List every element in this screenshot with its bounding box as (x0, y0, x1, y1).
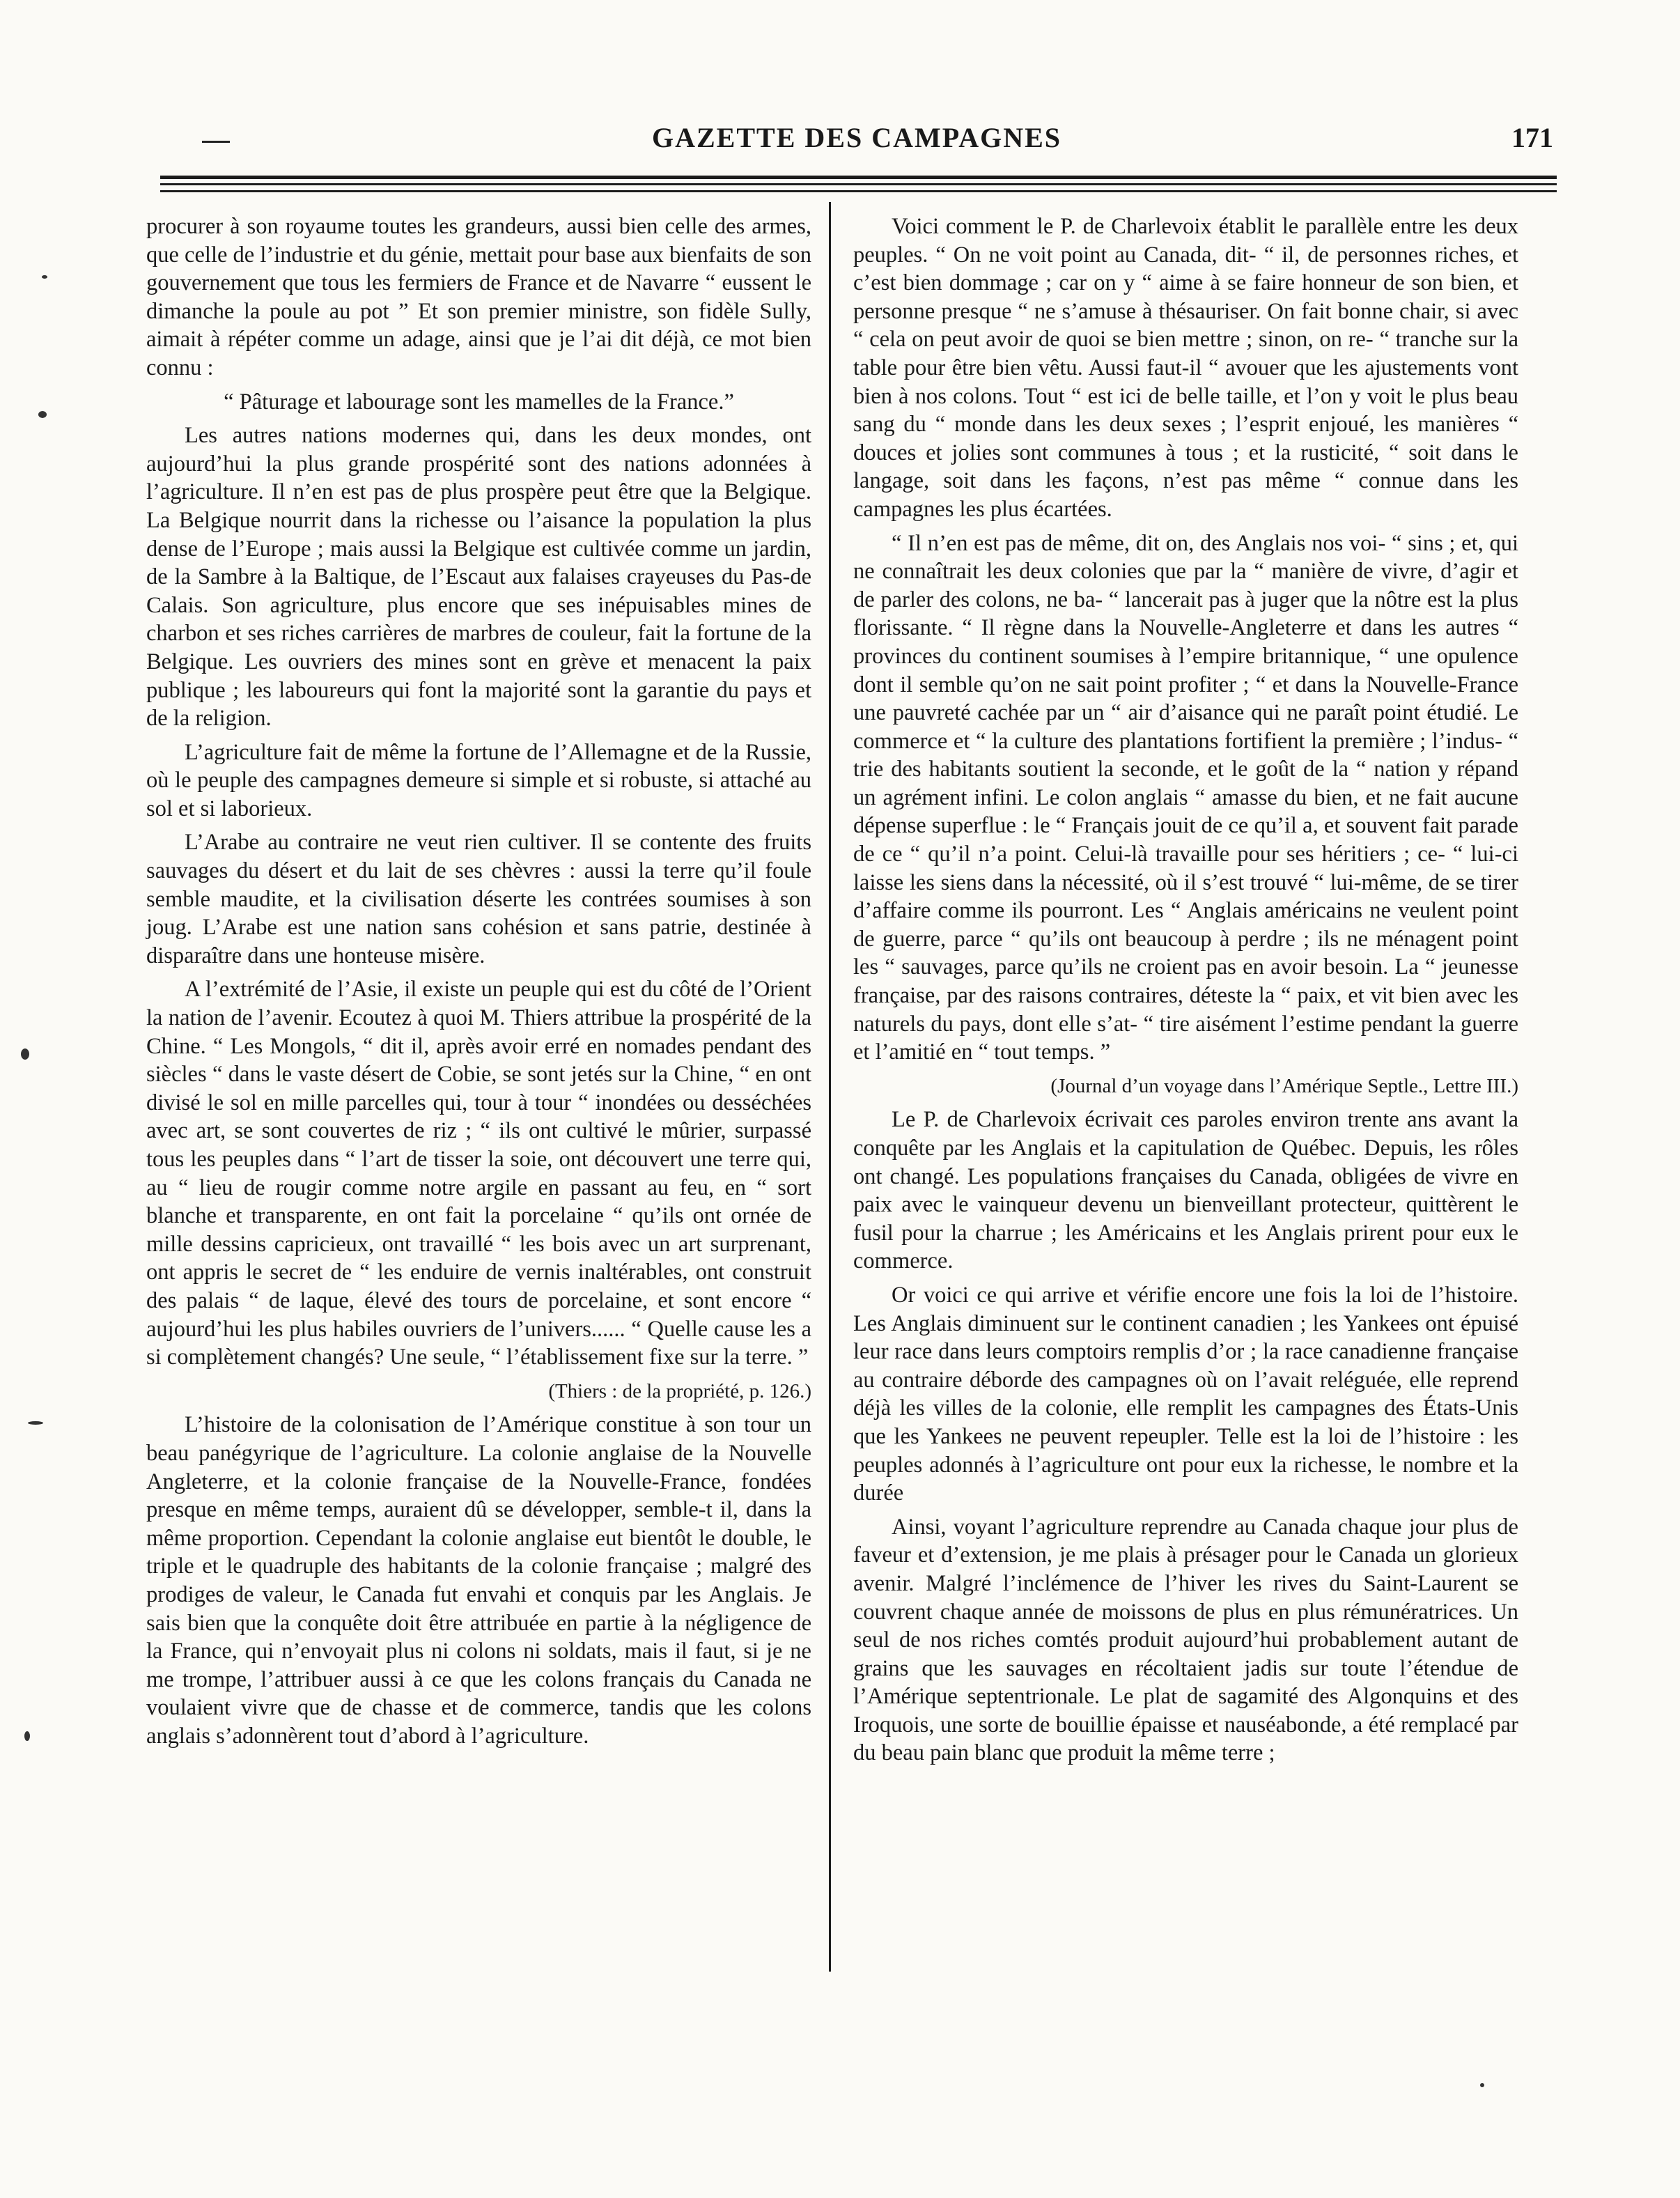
paragraph: Ainsi, voyant l’agriculture reprendre au Canada chaque jour plus de faveur et d’extension, je me plais à présager pour le Canada un glorieux avenir. Malgré l’inclémence de l’hiver les rives du Saint-Laurent se couvrent chaque année de moissons de plus en plus rémunératrices. Un seul de nos riches comtés produit aujourd’hui probablement autant de grains que les sauvages en récoltaient jadis sur toute l’étendue de l’Amérique septentrionale. Le plat de sagamité des Algonquins et des Iroquois, une sorte de bouillie épaisse et nauséabonde, a été remplacé par du beau pain blanc que produit la même terre ; (853, 1514, 1518, 1766)
running-title: GAZETTE DES CAMPAGNES (651, 122, 1061, 153)
paragraph: “ Il n’en est pas de même, dit on, des Anglais nos voi- “ sins ; et, qui ne connaîtrait les deux colonies que par la “ manière de vivre, d’agir et de parler des colons, ne ba- “ lancerait pas à juger que la nôtre est la plus florissante. “ Il règne dans la Nouvelle-Angleterre et dans les autres “ provinces du continent soumises à l’empire britannique, “ une opulence dont il semble qu’on ne sait point profiter ; “ et dans la Nouvelle-France une pauvreté cachée par un “ air d’aisance qui ne paraît point étudié. Le commerce et “ la culture des plantations fortifient la première ; l’indus- “ trie des habitants soutient la seconde, et le goût de la “ nation y répand un agrément infini. Le colon anglais “ amasse du bien, et ne fait aucune dépense superflue : le “ Français jouit de ce qu’il a, et souvent fait parade de ce “ qu’il n’a point. Celui-là travaille pour ses héritiers ; ce- “ lui-ci laisse les siens dans la nécessité, où il s’est trouvé “ lui-même, de se tirer d’affaire comme ils pourront. Les “ Anglais américains ne veulent point de guerre, parce “ qu’ils ont beaucoup à perdre ; ils ne ménagent point les “ sauvages, parce qu’ils ne croient pas en avoir besoin. La “ jeunesse française, par des raisons contraires, déteste la “ paix, et vit bien avec les naturels du pays, dont elle s’at- “ tire aisément l’estime pendant la guerre et l’amitié en “ tout temps. ” (853, 530, 1518, 1065)
column-divider (829, 202, 831, 1972)
header-rule-thin (160, 183, 1557, 185)
right-column (853, 212, 1518, 1773)
left-column (146, 212, 811, 1756)
paragraph: L’agriculture fait de même la fortune de l’Allemagne et de la Russie, où le peuple des campagnes demeure si simple et si robuste, si attaché au sol et si laborieux. (146, 739, 811, 821)
paragraph: Or voici ce qui arrive et vérifie encore une fois la loi de l’histoire. Les Anglais diminuent sur le continent canadien ; les Yankees ont épuisé leur race dans leurs comptoirs remplis d’or ; la race canadienne française au contraire déborde des campagnes où on l’avait reléguée, elle reprend déjà les villes de la colonie, elle remplit les campagnes des États-Unis que les Yankees ne peuvent repeupler. Telle est la loi de l’histoire : les peuples adonnés à l’agriculture ont pour eux la richesse, le nombre et la durée (853, 1282, 1518, 1506)
paragraph: A l’extrémité de l’Asie, il existe un peuple qui est du côté de l’Orient la nation de l’avenir. Ecoutez à quoi M. Thiers attribue la prospérité de la Chine. “ Les Mongols, “ dit il, après avoir erré en nomades pendant des siècles “ dans le vaste désert de Cobie, se sont jetés sur la Chine, “ en ont divisé le sol en mille parcelles qui, tour à tour “ inondées ou desséchées avec art, se sont couvertes de riz ; “ ils ont cultivé le mûrier, surpassé tous les peuples dans “ l’art de tisser la soie, ont découvert une terre qui, au “ lieu de rougir comme notre argile en passant au feu, en “ sort blanche et transparente, en ont fait la porcelaine “ qu’ils ont ornée de mille dessins capricieux, ont travaillé “ les bois avec un art surprenant, ont appris le secret de “ les enduire de vernis inaltérables, ont construit des palais “ de laque, élevé des tours de porcelaine, et sont encore “ aujourd’hui les plus habiles ouvriers de l’univers...... “ Quelle cause les a si complètement changés? Une seule, “ l’établissement fixe sur la terre. ” (146, 977, 811, 1370)
paragraph: L’Arabe au contraire ne veut rien cultiver. Il se contente des fruits sauvages du désert et du lait de ses chèvres : aussi la terre qu’il foule semble maudite, et la civilisation déserte les contrées soumises à son joug. L’Arabe est une nation sans cohésion et sans patrie, destinée à disparaître dans une honteuse misère. (146, 830, 811, 968)
paragraph: Voici comment le P. de Charlevoix établit le parallèle entre les deux peuples. “ On ne voit point au Canada, dit- “ il, de personnes riches, et c’est bien dommage ; car on y “ aime à se faire honneur de son bien, et personne presque “ ne s’amuse à thésauriser. On fait bonne chair, si avec “ cela on peut avoir de quoi se bien mettre ; sinon, on re- “ tranche sur la table pour être bien vêtu. Aussi faut-il “ avouer que les ajustements vont bien à nos colons. Tout “ est ici de belle taille, et l’on y voit le plus beau sang du “ monde dans les deux sexes ; l’esprit enjoué, les manières “ douces et jolies sont communes à tous ; et la rusticité, “ soit dans le langage, soit dans les façons, n’est pas même “ connue dans les campagnes les plus écartées. (853, 214, 1518, 522)
print-speck (1480, 2083, 1484, 2087)
header-rule-thick (160, 176, 1557, 179)
citation: (Journal d’un voyage dans l’Amérique Septle., Lettre III.) (1050, 1074, 1518, 1097)
paragraph: L’histoire de la colonisation de l’Amérique constitue à son tour un beau panégyrique de l’agriculture. La colonie anglaise de la Nouvelle Angleterre, et la colonie française de la Nouvelle-France, fondées presque en même temps, auraient dû se développer, semble-t il, dans la même proportion. Cependant la colonie anglaise eut bientôt le double, le triple et le quadruple des habitants de la colonie française ; malgré des prodiges de valeur, le Canada fut envahi et conquis par les Anglais. Je sais bien que la conquête doit être attribuée en partie à la négligence de la France, qui n’envoyait plus ni colons ni soldats, mais il faut, si je ne me trompe, l’attribuer aussi à ce que les colons français du Canada ne voulaient vivre que de chasse et de commerce, tandis que les colons anglais s’adonnèrent tout d’abord à l’agriculture. (146, 1412, 811, 1749)
paragraph: Les autres nations modernes qui, dans les deux mondes, ont aujourd’hui la plus grande prospérité sont des nations adonnées à l’agriculture. Il n’en est pas de plus prospère peut être que la Belgique. La Belgique nourrit dans la richesse ou l’aisance la population la plus dense de l’Europe ; mais aussi la Belgique est cultivée comme un jardin, de la Sambre à la Baltique, de l’Escaut aux falaises crayeuses du Pas-de Calais. Son agriculture, plus encore que ses inépuisables mines de charbon et ses riches carrières de marbres de couleur, fait la fortune de la Belgique. Les ouvriers des mines sont en grève et menacent la paix publique ; les laboureurs qui font la majorité sont la garantie du pays et de la religion. (146, 423, 811, 732)
paragraph: Le P. de Charlevoix écrivait ces paroles environ trente ans avant la conquête par les Anglais et la capitulation de Québec. Depuis, les rôles ont changé. Les populations françaises du Canada, obligées de vivre en paix avec le vainqueur devenu un bienveillant protecteur, quittèrent le fusil pour la charrue ; les Américains et les Anglais prirent pour eux le commerce. (853, 1107, 1518, 1274)
page-header (160, 117, 1553, 159)
verse-line: “ Pâturage et labourage sont les mamelles de la France.” (224, 389, 734, 415)
paragraph: procurer à son royaume toutes les grandeurs, aussi bien celle des armes, que celle de l’industrie et du génie, mettait pour base aux bienfaits de son gouvernement que tous les fermiers de France et de Navarre “ eussent le dimanche la poule au pot ” Et son premier ministre, son fidèle Sully, aimait à répéter comme un adage, ainsi que je l’ai dit déjà, ce mot bien connu : (146, 214, 811, 380)
header-rule-thin-2 (160, 190, 1557, 192)
citation: (Thiers : de la propriété, p. 126.) (548, 1379, 811, 1402)
print-speck (24, 1731, 30, 1741)
print-speck (42, 275, 47, 279)
page-number: 171 (1511, 122, 1553, 153)
print-speck (28, 1421, 43, 1425)
print-speck (21, 1048, 29, 1060)
print-speck (38, 411, 47, 418)
